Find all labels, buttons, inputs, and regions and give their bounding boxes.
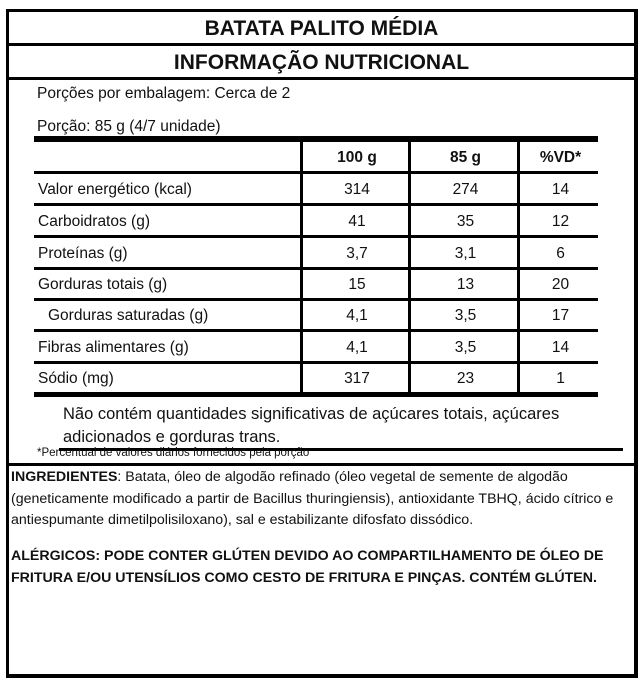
product-name: BATATA PALITO MÉDIA (9, 12, 634, 46)
header-per-100g: 100 g (300, 142, 411, 174)
ingredients-text: : Batata, óleo de algodão refinado (óleo vegetal de semente de algodão (geneticamente modificado a partir de Bacillus thuringiensis), antioxidante TBHQ, ácido cítrico e antiespumante dimetilpolisiloxano), sal e estabilizante difosfato dissódico. (11, 469, 614, 528)
table-row (34, 332, 598, 364)
ingredients-label: INGREDIENTES (11, 469, 118, 485)
value-per-portion: 13 (408, 269, 520, 301)
value-vd: 1 (517, 363, 601, 395)
value-vd: 6 (517, 238, 601, 270)
table-header-row (34, 142, 598, 174)
nutrient-name: Fibras alimentares (g) (38, 339, 189, 356)
value-per-portion: 3,5 (408, 332, 520, 364)
table-row (34, 363, 598, 397)
nutrient-name: Gorduras saturadas (g) (48, 307, 209, 324)
allergens-warning: ALÉRGICOS: PODE CONTER GLÚTEN DEVIDO AO COMPARTILHAMENTO DE ÓLEO DE FRITURA E/OU UTENSÍLIOS COMO CESTO DE FRITURA E PINÇAS. CONTÉM GLÚTEN. (11, 548, 604, 586)
table-row (34, 174, 598, 206)
servings-per-package: Porções por embalagem: Cerca de 2 (37, 85, 291, 102)
table-row (34, 238, 598, 270)
value-vd: 14 (517, 332, 601, 364)
value-per-100g: 15 (300, 269, 411, 301)
table-row (34, 269, 598, 301)
nutrient-name: Valor energético (kcal) (38, 181, 192, 198)
nutrient-name: Proteínas (g) (38, 245, 128, 262)
value-per-100g: 4,1 (300, 332, 411, 364)
value-per-portion: 3,1 (408, 238, 520, 270)
value-vd: 14 (517, 174, 601, 206)
nutrition-table (34, 136, 598, 446)
nutrient-name: Sódio (mg) (38, 370, 114, 387)
value-per-portion: 23 (408, 363, 520, 395)
value-per-100g: 3,7 (300, 238, 411, 270)
nutrient-name: Carboidratos (g) (38, 213, 150, 230)
nutrition-label (6, 9, 638, 678)
not-significant-note: Não contém quantidades significativas de açúcares totais, açúcares adicionados e gorduras trans. (59, 403, 623, 451)
header-per-portion: 85 g (408, 142, 520, 174)
portion-size: Porção: 85 g (4/7 unidade) (37, 118, 221, 135)
value-per-100g: 4,1 (300, 300, 411, 332)
section-title: INFORMAÇÃO NUTRICIONAL (9, 46, 634, 80)
nutrient-name: Gorduras totais (g) (38, 276, 168, 293)
ingredients-block (11, 467, 630, 532)
value-per-100g: 314 (300, 174, 411, 206)
table-row (34, 206, 598, 238)
footnote: *Percentual de valores diários fornecidos pela porção (37, 447, 310, 459)
value-vd: 20 (517, 269, 601, 301)
value-per-100g: 41 (300, 206, 411, 238)
value-per-portion: 274 (408, 174, 520, 206)
header-vd: %VD* (517, 142, 601, 174)
value-per-portion: 3,5 (408, 300, 520, 332)
value-per-portion: 35 (408, 206, 520, 238)
value-vd: 12 (517, 206, 601, 238)
value-per-100g: 317 (300, 363, 411, 395)
value-vd: 17 (517, 300, 601, 332)
section-divider (9, 463, 634, 466)
table-row (34, 300, 598, 332)
